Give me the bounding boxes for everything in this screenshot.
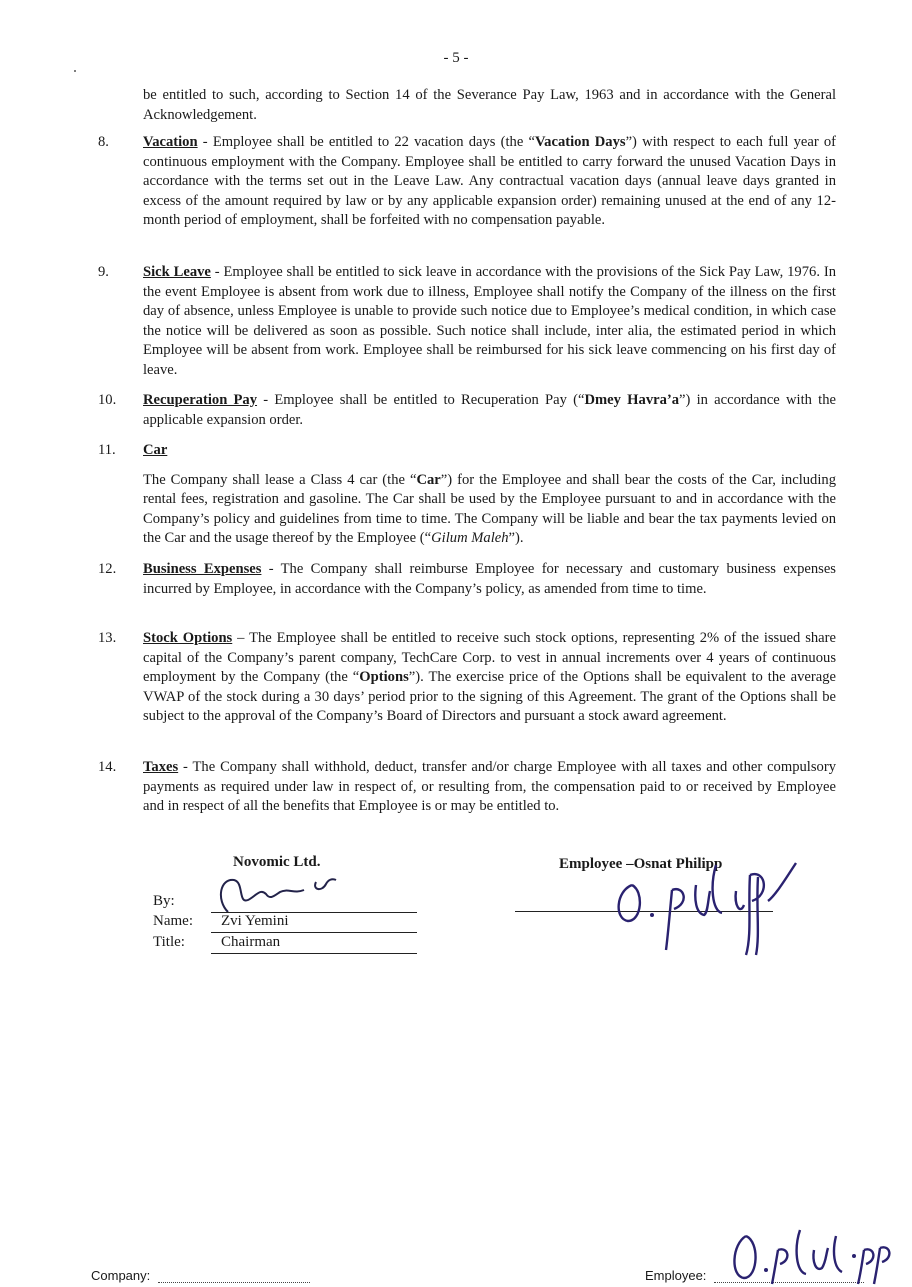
- footer-company-line: [158, 1282, 310, 1283]
- clause-text: Stock Options – The Employee shall be entitled to receive such stock options, representing 2% of the issued share capital of the Company’s parent company, TechCare Corp. to vest in annual increments over 4 years of continuous employment by the Company (the “Options”). The exercise price of the Options shall be equivalent to the average VWAP of the stock during a 30 days’ period prior to the signing of this Agreement. The grant of the Options shall be subject to the approval of the Company’s Board of Directors and pursuant a stock award agreement.: [143, 630, 836, 725]
- clause-heading-line: [143, 441, 836, 461]
- employee-name: Employee –Osnat Philipp: [559, 856, 723, 872]
- title-value: Chairman: [221, 934, 281, 950]
- title-line: [211, 953, 417, 954]
- by-label: By:: [153, 893, 175, 909]
- scan-speck: [74, 70, 76, 72]
- company-name: Novomic Ltd.: [233, 854, 321, 870]
- clause-text: Recuperation Pay - Employee shall be entitled to Recuperation Pay (“Dmey Havra’a”) in accordance with the applicable expansion order.: [143, 392, 836, 428]
- name-line: [211, 932, 417, 933]
- clause-11: [98, 441, 836, 549]
- clause-heading: Sick Leave: [143, 264, 211, 280]
- defined-term-italic: Gilum Maleh: [431, 530, 509, 547]
- defined-term: Vacation Days: [534, 134, 626, 150]
- clause-number: 11.: [98, 442, 116, 458]
- name-label: Name:: [153, 913, 193, 929]
- clause-heading: Car: [143, 442, 168, 458]
- clause-text: The Company shall lease a Class 4 car (the “Car”) for the Employee and shall bear the costs of the Car, including rental fees, registration and gasoline. The Car shall be used by the Employee pursuant to and in accordance with the Company’s policy and guidelines from time to time. The Company will be liable and bear the tax payments levied on the Car and the usage thereof by the Employee (“Gilum Maleh”).: [143, 471, 836, 547]
- clause-text: Taxes - The Company shall withhold, deduct, transfer and/or charge Employee with all taxes and other compulsory payments as required under law in respect of, or resulting from, the compensation paid to or received by Employee and in respect of all the benefits that Employee is or may be entitled to.: [143, 759, 836, 815]
- clause-heading: Recuperation Pay: [143, 392, 258, 408]
- clause-text: Vacation - Employee shall be entitled to 22 vacation days (the “Vacation Days”) with respect to each full year of continuous employment with the Company. Employee shall be entitled to carry forward the unused Vacation Days in accordance with the terms set out in the Leave Law. Any contractual vacation days (annual leave days granted in excess of the amount required by law or by any applicable expansion order) remaining unused at the end of any 12-month period of employment, shall be forfeited with no compensation payable.: [143, 134, 837, 229]
- clause-number: 10.: [98, 392, 117, 408]
- footer-employee-label: Employee:: [645, 1268, 707, 1283]
- clause-heading: Stock Options: [143, 630, 233, 646]
- defined-term: Dmey Havra’a: [584, 392, 680, 408]
- clause-8: [98, 133, 836, 231]
- clause-10: [98, 391, 836, 430]
- continuation-paragraph: be entitled to such, according to Section 14 of the Severance Pay Law, 1963 and in accordance with the General Acknowledgement.: [143, 87, 836, 123]
- footer-company-label: Company:: [91, 1268, 151, 1283]
- footer-employee-initials: [726, 1226, 896, 1286]
- clause-heading: Business Expenses: [143, 561, 262, 577]
- clause-number: 9.: [98, 264, 109, 280]
- title-label: Title:: [153, 934, 185, 950]
- clause-12: [98, 560, 836, 599]
- clause-heading: Taxes: [143, 759, 179, 775]
- clause-14: [98, 758, 836, 817]
- page-number: - 5 -: [443, 50, 469, 66]
- defined-term: Car: [416, 471, 441, 488]
- clause-9: [98, 263, 836, 381]
- clause-number: 13.: [98, 630, 117, 646]
- clause-13: [98, 629, 836, 727]
- company-signature: [208, 870, 358, 918]
- employee-signature: [600, 855, 810, 960]
- clause-number: 14.: [98, 759, 117, 775]
- clause-text: Business Expenses - The Company shall reimburse Employee for necessary and customary business expenses incurred by Employee, in accordance with the Company’s policy, as amended from time to time.: [143, 561, 836, 597]
- clause-heading: Vacation: [143, 134, 198, 150]
- clause-text: Sick Leave - Employee shall be entitled to sick leave in accordance with the provisions of the Sick Pay Law, 1976. In the event Employee is absent from work due to illness, Employee shall notify the Company of the illness on the first day of absence, unless Employee is unable to provide such notice due to Employee’s medical condition, in which case the notice will be delivered as soon as possible. Such notice shall include, inter alia, the estimated period in which Employee will be absent from work. Employee shall be reimbursed for his sick leave commencing on his first day of leave.: [143, 264, 836, 378]
- clause-number: 8.: [98, 134, 109, 150]
- clause-number: 12.: [98, 561, 117, 577]
- defined-term: Options: [359, 669, 409, 686]
- name-value: Zvi Yemini: [221, 913, 289, 929]
